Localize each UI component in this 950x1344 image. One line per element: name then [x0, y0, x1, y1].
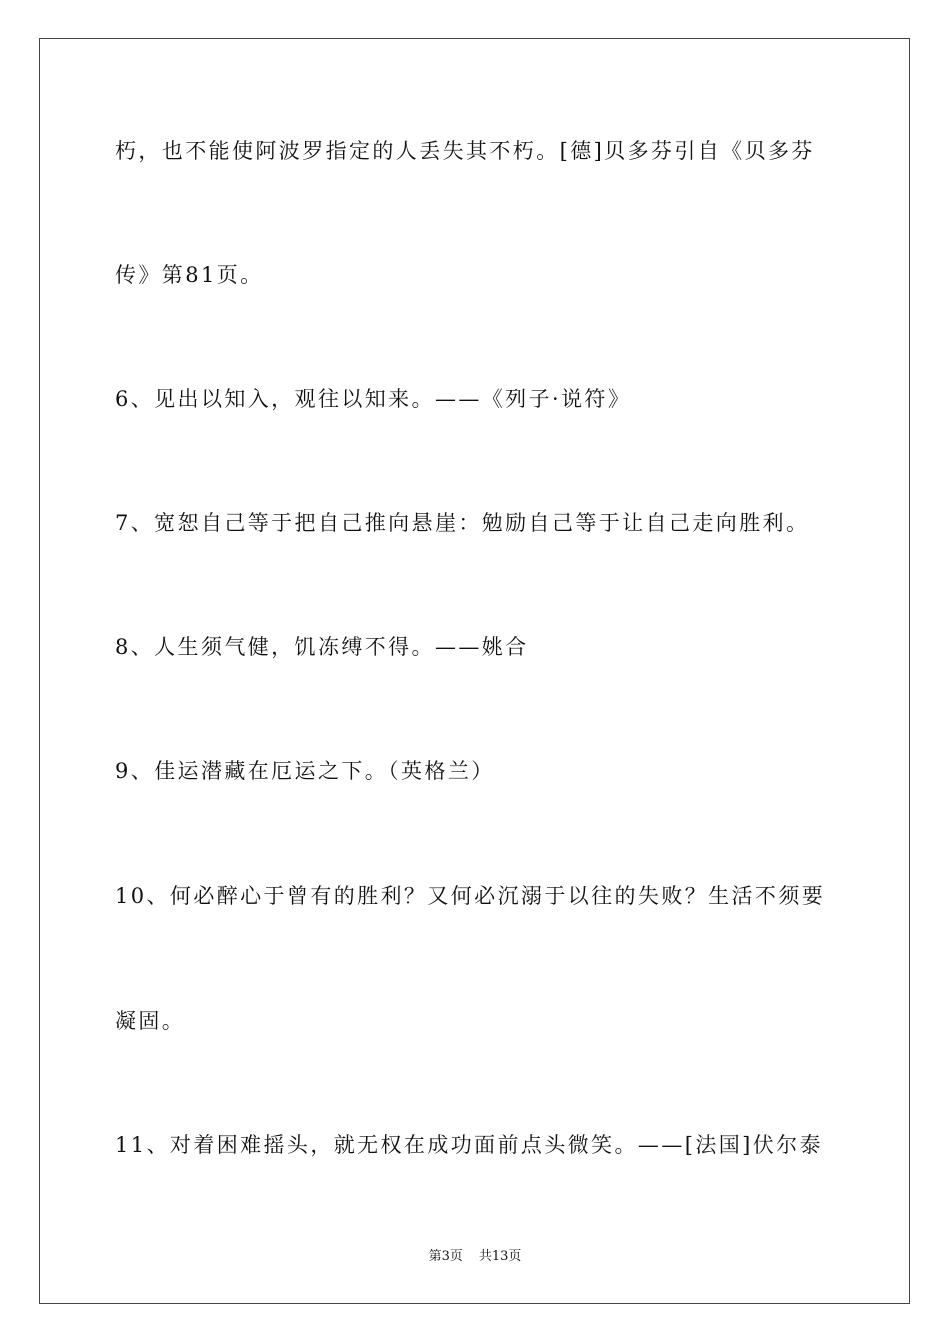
page-number: 第3页 [428, 1249, 463, 1264]
quote-9: 9、佳运潜藏在厄运之下。（英格兰） [115, 759, 495, 783]
quote-10: 10、何必醉心于曾有的胜利？又何必沉溺于以往的失败？生活不须要 [115, 884, 826, 908]
quote-11: 11、对着困难摇头，就无权在成功面前点头微笑。——[法国]伏尔泰 [115, 1133, 823, 1157]
quote-7: 7、宽恕自己等于把自己推向悬崖：勉励自己等于让自己走向胜利。 [115, 511, 810, 535]
page-border [39, 38, 910, 1304]
page-footer [0, 1248, 950, 1266]
text-line: 凝固。 [115, 1009, 186, 1033]
quote-8: 8、人生须气健，饥冻缚不得。——姚合 [115, 635, 529, 659]
quote-6: 6、见出以知入，观往以知来。——《列子·说符》 [115, 387, 632, 411]
page-total: 共13页 [478, 1249, 522, 1264]
text-line: 传》第81页。 [115, 263, 264, 287]
text-line: 朽，也不能使阿波罗指定的人丢失其不朽。[德]贝多芬引自《贝多芬 [115, 139, 815, 163]
